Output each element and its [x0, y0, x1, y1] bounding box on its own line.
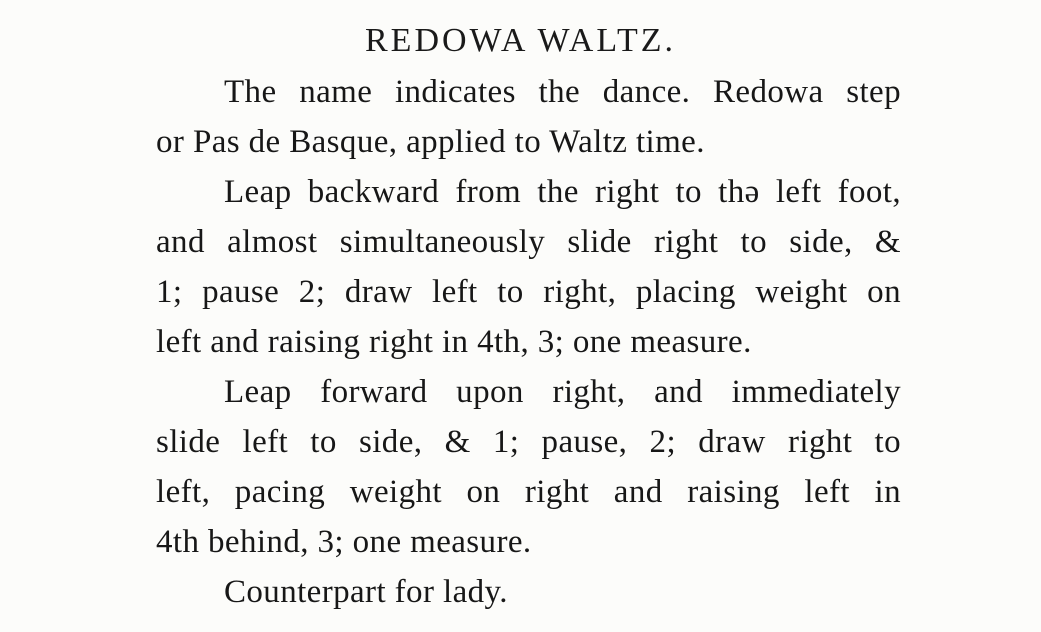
- text-line: left, pacing weight on right and raising left in: [156, 474, 901, 510]
- text-line: Leap forward upon right, and immediately: [224, 374, 901, 410]
- document-title: REDOWA WALTZ.: [365, 22, 676, 59]
- text-line: or Pas de Basque, applied to Waltz time.: [156, 124, 705, 160]
- text-line: slide left to side, & 1; pause, 2; draw right to: [156, 424, 901, 460]
- text-line: Counterpart for lady.: [224, 574, 508, 610]
- text-line: Leap backward from the right to thə left foot,: [224, 174, 901, 210]
- text-line: left and raising right in 4th, 3; one measure.: [156, 324, 752, 360]
- text-line: The name indicates the dance. Redowa step: [224, 74, 901, 110]
- text-line: and almost simultaneously slide right to side, &: [156, 224, 901, 260]
- text-line: 1; pause 2; draw left to right, placing weight on: [156, 274, 901, 310]
- text-line: 4th behind, 3; one measure.: [156, 524, 532, 560]
